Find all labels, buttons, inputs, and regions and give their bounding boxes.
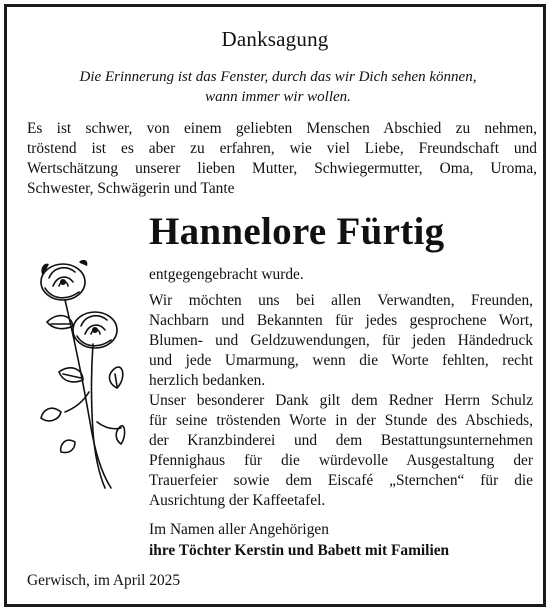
intro-line: Wertschätzung unserer lieben Mutter, Schwiegermutter, Oma, Uroma,: [27, 160, 537, 177]
memorial-quote: [47, 67, 509, 107]
quote-line: Die Erinnerung ist das Fenster, durch das wir Dich sehen können,: [79, 69, 477, 85]
signature-intro: Im Namen aller Angehörigen: [149, 521, 329, 538]
body-line: Pfennighaus für die würdevolle Ausgestaltung der: [149, 452, 533, 469]
body-line: Ausrichtung der Kaffeetafel.: [149, 492, 326, 509]
rose-illustration-icon: [35, 252, 127, 492]
body-line: für seine tröstenden Worte in der Stunde des Abschieds,: [149, 412, 533, 429]
obituary-card: [4, 4, 546, 607]
signature-names: ihre Töchter Kerstin und Babett mit Familien: [149, 542, 450, 559]
intro-line: tröstend ist es aber zu erfahren, wie viel Liebe, Freundschaft und: [27, 140, 537, 157]
body-line: Wir möchten uns bei allen Verwandten, Freunden,: [149, 292, 533, 309]
body-line: Blumen- und Geldzuwendungen, für jeden Händedruck: [149, 332, 533, 349]
place-date: Gerwisch, im April 2025: [27, 572, 181, 589]
body-line: und jede Umarmung, wenn die Worte fehlten, recht: [149, 352, 533, 369]
body-line: Nachbarn und Bekannten für jedes gesprochene Wort,: [149, 312, 533, 329]
thanks-paragraph: [149, 291, 533, 511]
intro-paragraph: [27, 119, 537, 199]
after-name-text: entgegengebracht wurde.: [149, 266, 304, 283]
intro-line: Es ist schwer, von einem geliebten Menschen Abschied zu nehmen,: [27, 120, 537, 137]
body-line: der Kranzbinderei und dem Bestattungsunternehmen: [149, 432, 533, 449]
intro-line: Schwester, Schwägerin und Tante: [27, 180, 235, 197]
notice-title: Danksagung: [221, 27, 329, 51]
deceased-name: Hannelore Fürtig: [149, 210, 445, 253]
body-line: Unser besonderer Dank gilt dem Redner Herrn Schulz: [149, 392, 533, 409]
body-line: Trauerfeier sowie dem Eiscafé „Sternchen“ für die: [149, 472, 533, 489]
body-line: herzlich bedanken.: [149, 372, 266, 389]
quote-line: wann immer wir wollen.: [205, 89, 351, 105]
